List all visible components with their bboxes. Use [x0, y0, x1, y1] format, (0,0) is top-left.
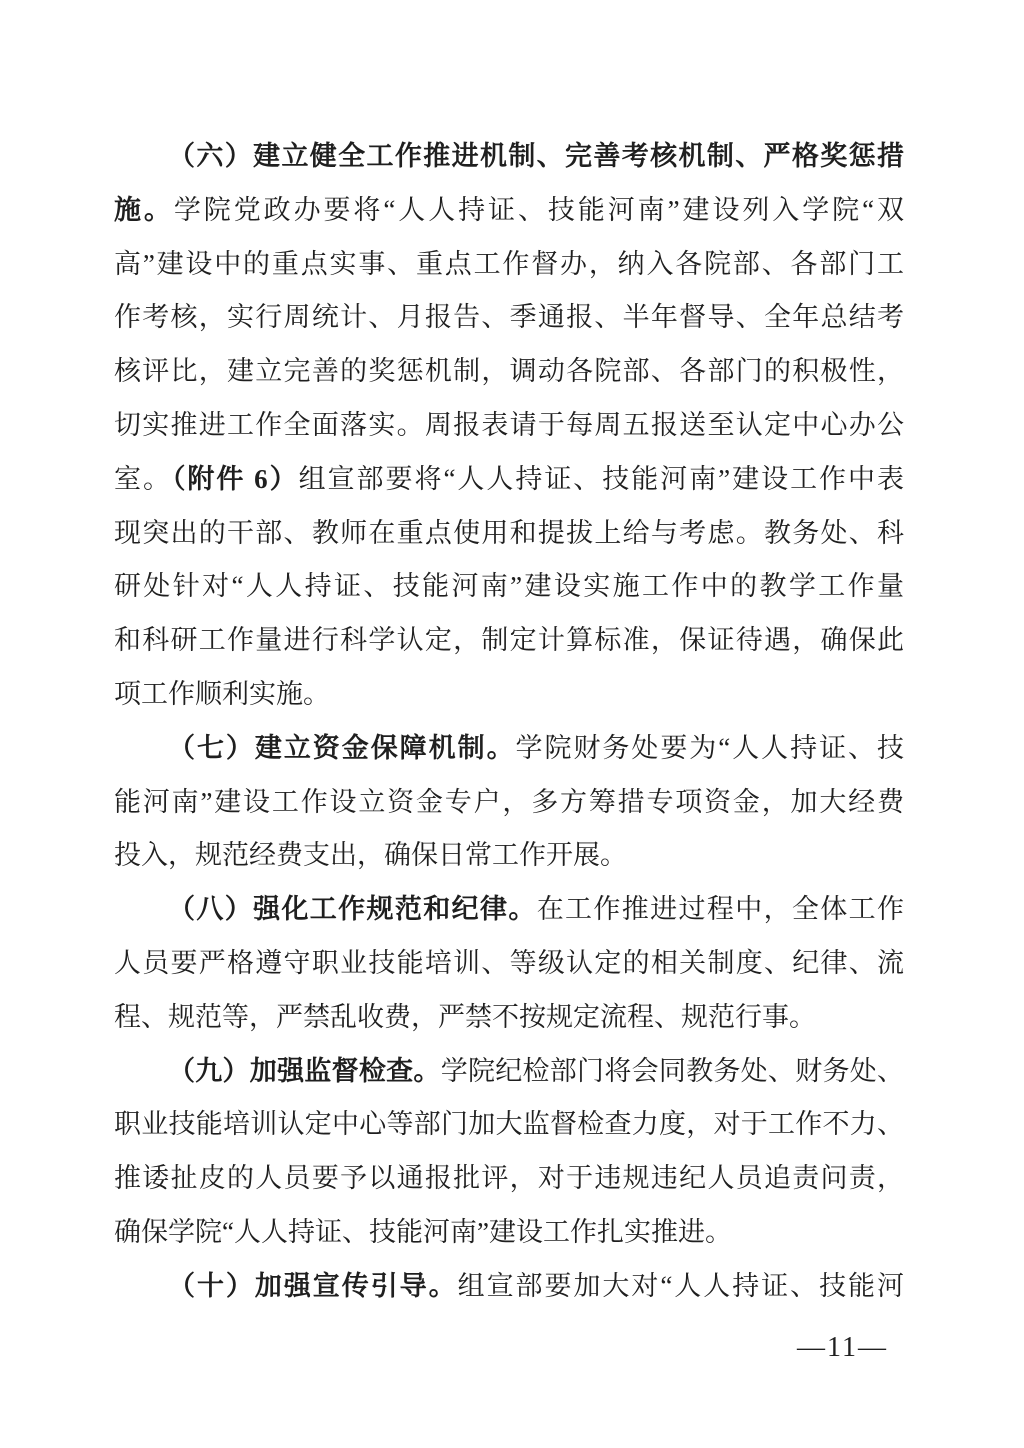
document-line	[114, 1098, 904, 1152]
paragraph-text-segment: 组宣部要将“人人持证、技能河南”建设工作中表	[298, 463, 905, 494]
document-line	[114, 937, 904, 991]
document-line	[114, 507, 904, 561]
document-line	[114, 345, 904, 399]
document-line	[114, 668, 904, 722]
paragraph-heading-segment: （七）建立资金保障机制。	[168, 732, 516, 763]
document-line	[114, 883, 904, 937]
paragraph-text-segment: 和科研工作量进行科学认定，制定计算标准，保证待遇，确保此	[114, 625, 904, 656]
document-line	[114, 399, 904, 453]
paragraph-text-segment: 学院纪检部门将会同教务处、财务处、	[440, 1055, 905, 1086]
document-line	[114, 1045, 904, 1099]
paragraph-text-segment: 核评比，建立完善的奖惩机制，调动各院部、各部门的积极性，	[114, 356, 904, 387]
document-line	[114, 130, 904, 184]
document-body	[114, 130, 904, 1314]
paragraph-text-segment: 现突出的干部、教师在重点使用和提拔上给与考虑。教务处、科	[114, 517, 904, 548]
document-line	[114, 560, 904, 614]
paragraph-heading-segment: （附件 6）	[171, 463, 299, 494]
document-line	[114, 238, 904, 292]
document-line	[114, 776, 904, 830]
document-line	[114, 291, 904, 345]
paragraph-text-segment: 学院党政办要将“人人持证、技能河南”建设列入学院“双	[173, 194, 905, 225]
paragraph-text-segment: 程、规范等，严禁乱收费，严禁不按规定流程、规范行事。	[114, 1001, 816, 1032]
paragraph-heading-segment: （九）加强监督检查。	[168, 1055, 441, 1086]
paragraph-heading-segment: 施。	[114, 194, 174, 225]
paragraph-text-segment: 确保学院“人人持证、技能河南”建设工作扎实推进。	[114, 1216, 732, 1247]
document-line	[114, 614, 904, 668]
paragraph-heading-segment: （八）强化工作规范和纪律。	[168, 894, 537, 925]
page-number: —11—	[797, 1332, 888, 1363]
document-line	[114, 722, 904, 776]
paragraph-text-segment: 室。	[114, 463, 172, 494]
paragraph-text-segment: 作考核，实行周统计、月报告、季通报、半年督导、全年总结考	[114, 302, 904, 333]
document-line	[114, 453, 904, 507]
paragraph-heading-segment: （十）加强宣传引导。	[168, 1270, 458, 1301]
document-line	[114, 1260, 904, 1314]
paragraph-text-segment: 学院财务处要为“人人持证、技	[515, 732, 905, 763]
paragraph-text-segment: 人员要严格遵守职业技能培训、等级认定的相关制度、纪律、流	[114, 947, 904, 978]
paragraph-text-segment: 研处针对“人人持证、技能河南”建设实施工作中的教学工作量	[114, 571, 904, 602]
paragraph-text-segment: 职业技能培训认定中心等部门加大监督检查力度，对于工作不力、	[114, 1109, 904, 1140]
document-line	[114, 1152, 904, 1206]
document-line	[114, 991, 904, 1045]
paragraph-text-segment: 在工作推进过程中，全体工作	[536, 894, 905, 925]
document-line	[114, 829, 904, 883]
paragraph-heading-segment: （六）建立健全工作推进机制、完善考核机制、严格奖惩措	[168, 141, 904, 171]
paragraph-text-segment: 投入，规范经费支出，确保日常工作开展。	[114, 840, 627, 871]
paragraph-text-segment: 推诿扯皮的人员要予以通报批评，对于违规违纪人员追责问责，	[114, 1163, 904, 1194]
paragraph-text-segment: 组宣部要加大对“人人持证、技能河	[457, 1270, 905, 1301]
document-line	[114, 184, 904, 238]
paragraph-text-segment: 切实推进工作全面落实。周报表请于每周五报送至认定中心办公	[114, 409, 904, 440]
document-line	[114, 1206, 904, 1260]
paragraph-text-segment: 高”建设中的重点实事、重点工作督办，纳入各院部、各部门工	[114, 248, 904, 279]
paragraph-text-segment: 项工作顺利实施。	[114, 678, 330, 709]
paragraph-text-segment: 能河南”建设工作设立资金专户，多方筹措专项资金，加大经费	[114, 786, 904, 817]
